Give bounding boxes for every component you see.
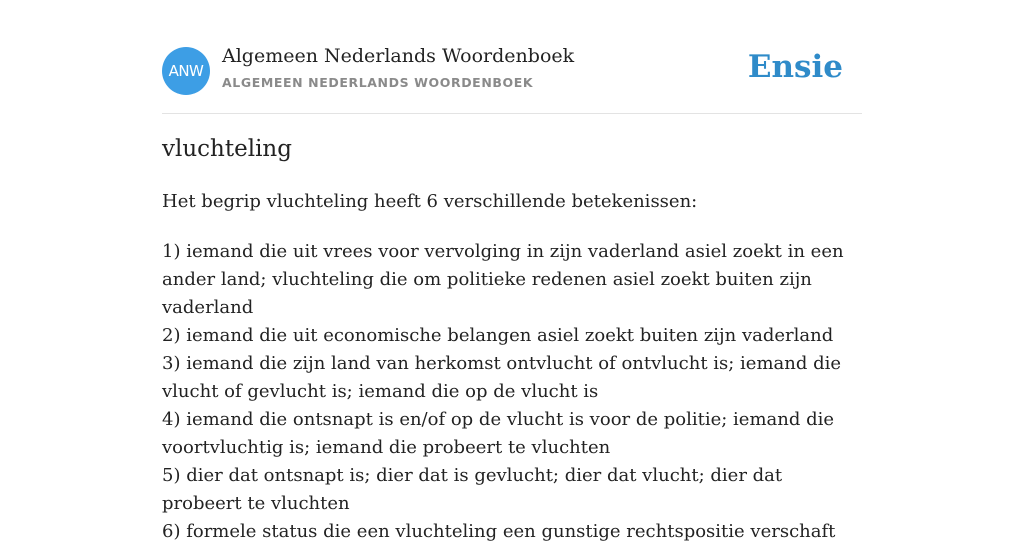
meanings-list	[162, 238, 862, 546]
source-header	[162, 0, 862, 114]
meaning-item: 1) iemand die uit vrees voor vervolging in zijn vaderland asiel zoekt in een ander land; vluchteling die om politieke redenen asiel zoekt buiten zijn vaderland	[162, 241, 844, 318]
meaning-item: 5) dier dat ontsnapt is; dier dat is gevlucht; dier dat vlucht; dier dat probeert te vluchten	[162, 465, 783, 514]
meaning-item: 2) iemand die uit economische belangen asiel zoekt buiten zijn vaderland	[162, 325, 834, 346]
page-title: vluchteling	[162, 136, 292, 162]
source-subtitle: ALGEMEEN NEDERLANDS WOORDENBOEK	[222, 75, 534, 90]
intro-text: Het begrip vluchteling heeft 6 verschillende betekenissen:	[162, 191, 698, 212]
header-divider	[162, 113, 862, 114]
meaning-item: 6) formele status die een vluchteling een gunstige rechtspositie verschaft	[162, 521, 836, 542]
meaning-item: 3) iemand die zijn land van herkomst ontvlucht of ontvlucht is; iemand die vlucht of gevlucht is; iemand die op de vlucht is	[162, 353, 842, 402]
meaning-item: 4) iemand die ontsnapt is en/of op de vlucht is voor de politie; iemand die voortvluchtig is; iemand die probeert te vluchten	[162, 409, 835, 458]
source-title[interactable]: Algemeen Nederlands Woordenboek	[222, 45, 575, 67]
ensie-logo[interactable]: Ensie	[747, 49, 843, 85]
source-avatar[interactable]: ANW	[162, 47, 210, 95]
